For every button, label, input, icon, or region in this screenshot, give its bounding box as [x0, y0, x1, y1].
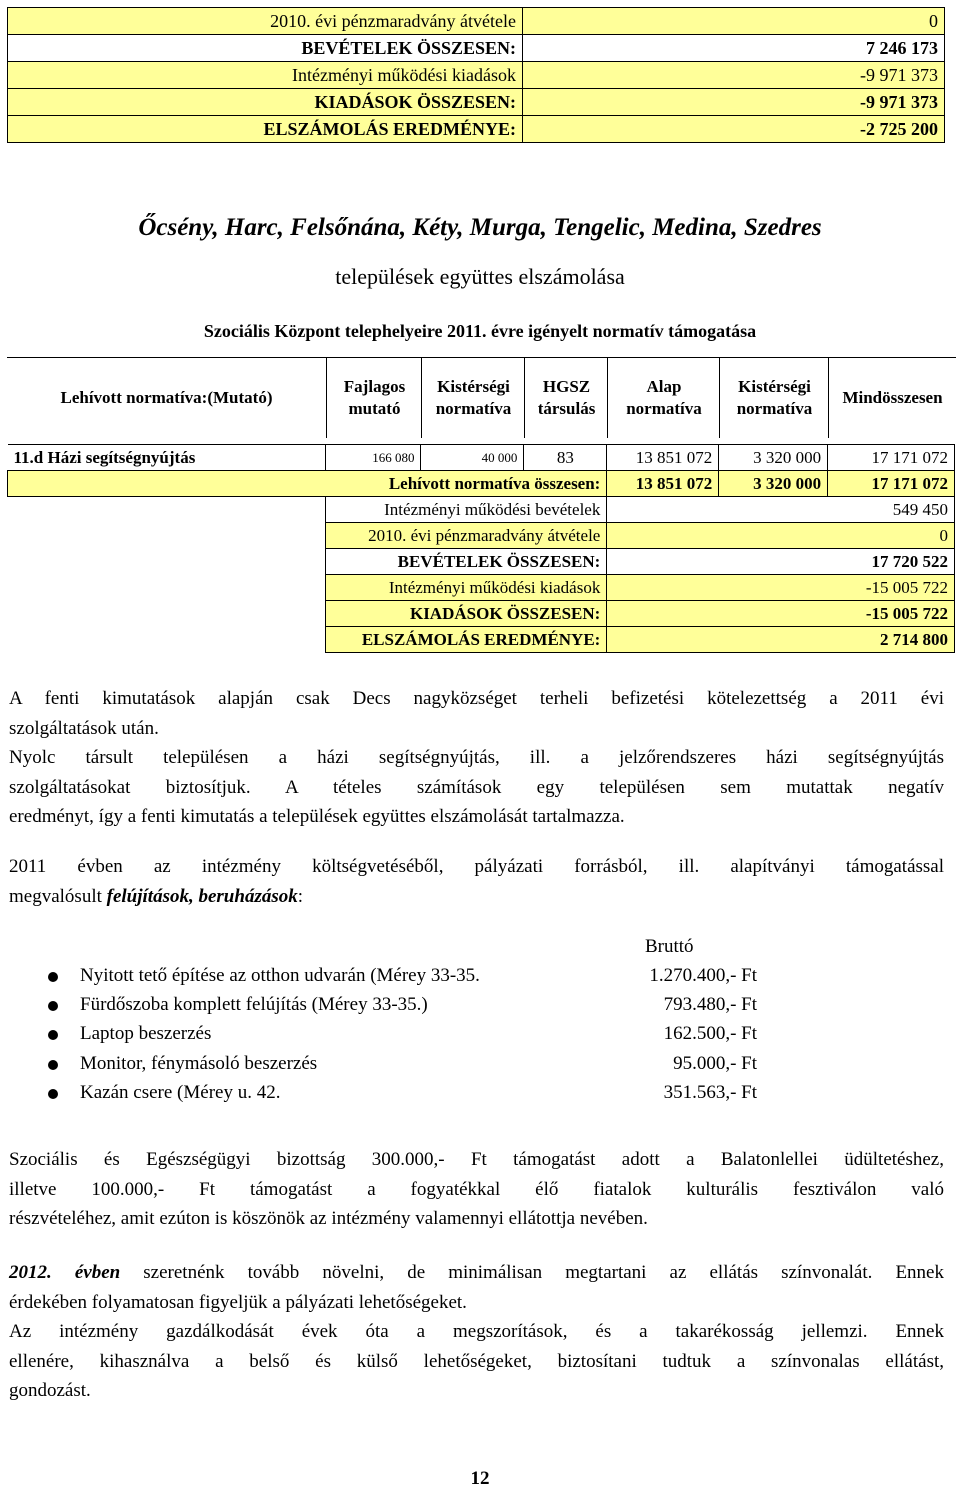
cell-kisterseg: 40 000 [421, 445, 524, 471]
list-item: Nyitott tető építése az otthon udvarán (Mérey 33-35. [80, 965, 480, 986]
row-value: 549 450 [607, 497, 955, 523]
table-row [8, 471, 955, 497]
header-line: normatíva [736, 399, 813, 418]
bullet-icon [48, 1089, 58, 1099]
section-heading: Őcsény, Harc, Felsőnána, Kéty, Murga, Tengelic, Medina, Szedres [138, 214, 822, 241]
text-line: Szociális és Egészségügyi bizottság 300.000,- Ft támogatást adott a Balatonlellei üdültetéshez, [9, 1149, 944, 1170]
text-line: A fenti kimutatások alapján csak Decs nagyközséget terheli befizetési kötelezettség a 2011 évi [9, 688, 944, 709]
header-line: HGSZ [542, 377, 591, 396]
header-alap [607, 357, 720, 438]
list-item: Fürdőszoba komplett felújítás (Mérey 33-35.) [80, 994, 428, 1015]
row-label: KIADÁSOK ÖSSZESEN: [326, 601, 607, 627]
row-label: Lehívott normatíva összesen: [8, 471, 607, 497]
list-item-price: 351.563,- Ft [663, 1082, 757, 1103]
row-value: -15 005 722 [607, 601, 955, 627]
text-segment: szeretnénk tovább növelni, de minimálisan megtartani az ellátás színvonalát. Ennek [120, 1262, 944, 1283]
emphasis-text: 2012. évben [9, 1262, 121, 1283]
section-subheading: települések együttes elszámolása [335, 264, 625, 289]
header-kisterseg [421, 357, 525, 438]
bullet-icon [48, 972, 58, 982]
table-row [8, 523, 955, 549]
text-line: érdekében folyamatosan figyeljük a pályázati lehetőségeket. [9, 1291, 467, 1313]
text-line: Az intézmény gazdálkodását évek óta a megszorítások, és a takarékosság jellemzi. Ennek [9, 1321, 944, 1342]
paragraph [9, 684, 944, 832]
bullet-icon [48, 1030, 58, 1040]
header-line: normatíva [435, 399, 512, 418]
list-item: Monitor, fénymásoló beszerzés [80, 1053, 318, 1074]
text-line [9, 1258, 944, 1288]
header-line: társulás [537, 399, 596, 418]
top-summary-table [7, 7, 945, 143]
text-line: Nyolc társult településen a házi segítségnyújtás, ill. a jelzőrendszeres házi segítségnyújtás [9, 747, 944, 768]
list-item: Laptop beszerzés [80, 1023, 212, 1044]
cell-hgsz: 83 [524, 445, 607, 471]
cell-fajlagos: 166 080 [326, 445, 421, 471]
cell-kisterseg2: 3 320 000 [719, 445, 828, 471]
row-value: 7 246 173 [523, 35, 945, 62]
table-row [8, 62, 945, 89]
emphasis-text: felújítások, beruházások [106, 885, 298, 907]
text-line: 2011 évben az intézmény költségvetéséből, pályázati forrásból, ill. alapítványi támogatással [9, 856, 944, 877]
paragraph [9, 852, 944, 911]
text-segment: : [297, 885, 304, 907]
text-line: illetve 100.000,- Ft támogatást a fogyatékkal élő fiatalok kulturális fesztiválon való [9, 1178, 944, 1200]
list-item-price: 1.270.400,- Ft [649, 965, 757, 986]
table-row [8, 497, 955, 523]
row-value: 17 720 522 [607, 549, 955, 575]
text-line: részvételéhez, amit ezúton is köszönök az intézmény valamennyi ellátottja nevében. [9, 1208, 648, 1229]
row-label: Intézményi működési kiadások [326, 575, 607, 601]
header-line: Kistérségi [738, 377, 811, 396]
row-label: ELSZÁMOLÁS EREDMÉNYE: [326, 627, 607, 653]
row-label: BEVÉTELEK ÖSSZESEN: [326, 549, 607, 575]
row-label: 2010. évi pénzmaradvány átvétele [326, 523, 607, 549]
cell-kisterseg2: 3 320 000 [719, 471, 828, 497]
table-row [8, 445, 955, 471]
row-value: 2 714 800 [607, 627, 955, 653]
page-number: 12 [470, 1468, 490, 1489]
header-line: mutató [348, 399, 401, 418]
header-line: Alap [646, 377, 682, 396]
row-value: -15 005 722 [607, 575, 955, 601]
table-row [8, 601, 955, 627]
header-line: normatíva [626, 399, 702, 418]
list-item-price: 95.000,- Ft [673, 1053, 757, 1074]
row-label: 11.d Házi segítségnyújtás [8, 445, 326, 471]
header-fajlagos [326, 357, 422, 438]
header-kisterseg2 [719, 357, 829, 438]
text-line [9, 882, 944, 912]
header-mindosszesen: Mindösszesen [828, 357, 956, 438]
table-row [8, 575, 955, 601]
header-lehivott: Lehívott normatíva:(Mutató) [7, 357, 326, 438]
row-value: -2 725 200 [523, 116, 945, 143]
header-line: Kistérségi [437, 377, 510, 396]
text-segment: megvalósult [9, 885, 107, 907]
header-hgsz [524, 357, 608, 438]
bullet-icon [48, 1001, 58, 1011]
cell-total: 17 171 072 [828, 445, 955, 471]
row-value: -9 971 373 [523, 62, 945, 89]
table-row [8, 35, 945, 62]
table-row [8, 549, 955, 575]
text-line: eredményt, így a fenti kimutatás a települések együttes elszámolását tartalmazza. [9, 806, 625, 827]
table-row [8, 116, 945, 143]
table-row [8, 89, 945, 116]
bullet-icon [48, 1060, 58, 1070]
text-line: szolgáltatások után. [9, 717, 159, 739]
row-value: -9 971 373 [523, 89, 945, 116]
list-item-price: 162.500,- Ft [663, 1023, 757, 1044]
paragraph [9, 1258, 944, 1406]
row-label: Intézményi működési bevételek [326, 497, 607, 523]
main-data-table [7, 444, 955, 653]
row-value: 0 [607, 523, 955, 549]
header-line: Fajlagos [343, 377, 406, 396]
cell-alap: 13 851 072 [607, 445, 719, 471]
row-label: ELSZÁMOLÁS EREDMÉNYE: [8, 116, 523, 143]
list-item-price: 793.480,- Ft [663, 994, 757, 1015]
row-label: 2010. évi pénzmaradvány átvétele [8, 8, 523, 35]
row-value: 0 [523, 8, 945, 35]
brutto-label: Bruttó [645, 936, 694, 957]
text-line: szolgáltatásokat biztosítjuk. A tételes számítások egy településen sem mutattak negatív [9, 776, 944, 798]
row-label: Intézményi működési kiadások [8, 62, 523, 89]
cell-total: 17 171 072 [828, 471, 955, 497]
text-line: gondozást. [9, 1380, 91, 1401]
row-label: BEVÉTELEK ÖSSZESEN: [8, 35, 523, 62]
cell-alap: 13 851 072 [607, 471, 719, 497]
table-title: Szociális Központ telephelyeire 2011. évre igényelt normatív támogatása [203, 321, 757, 341]
list-item: Kazán csere (Mérey u. 42. [80, 1082, 281, 1103]
row-label: KIADÁSOK ÖSSZESEN: [8, 89, 523, 116]
table-row [8, 8, 945, 35]
table-row [8, 627, 955, 653]
paragraph [9, 1145, 944, 1234]
text-line: ellenére, kihasználva a belső és külső lehetőségeket, biztosítani tudtuk a színvonalas ellátást, [9, 1350, 944, 1372]
